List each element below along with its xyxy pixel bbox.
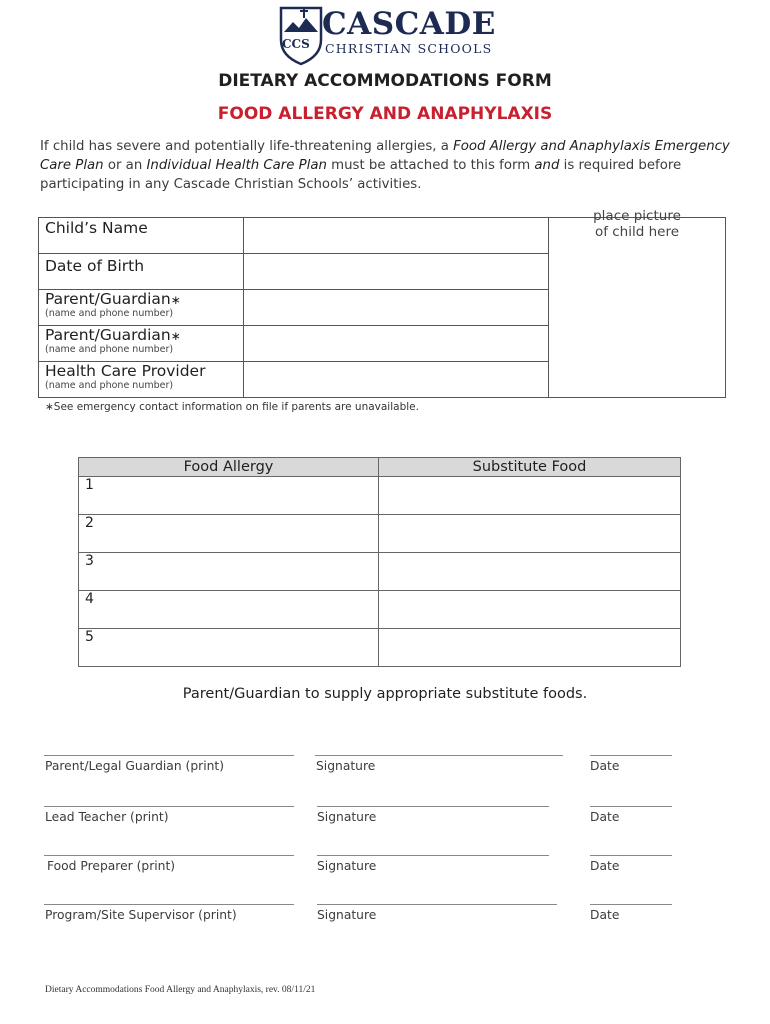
teacher-date-line[interactable] bbox=[590, 806, 672, 807]
preparer-signature-label: Signature bbox=[317, 859, 377, 873]
signature-row-1 bbox=[0, 755, 770, 785]
guardian2-label-cell bbox=[39, 326, 244, 362]
guardian-signature-label: Signature bbox=[316, 759, 376, 773]
provider-field[interactable] bbox=[244, 362, 549, 398]
allergy-field-2[interactable]: 2 bbox=[79, 515, 379, 553]
signature-row-2 bbox=[0, 806, 770, 836]
preparer-name-label: Food Preparer (print) bbox=[47, 859, 176, 873]
teacher-name-label: Lead Teacher (print) bbox=[45, 810, 169, 824]
emergency-contact-note: ∗See emergency contact information on file if parents are unavailable. bbox=[45, 401, 419, 413]
food-allergy-header: Food Allergy bbox=[79, 458, 379, 477]
supervisor-signature-line[interactable] bbox=[317, 904, 557, 905]
dob-label-cell bbox=[39, 254, 244, 290]
supervisor-name-label: Program/Site Supervisor (print) bbox=[45, 908, 237, 922]
guardian-name-line[interactable] bbox=[44, 755, 294, 756]
guardian2-field[interactable] bbox=[244, 326, 549, 362]
preparer-signature-line[interactable] bbox=[317, 855, 549, 856]
guardian-signature-line[interactable] bbox=[315, 755, 563, 756]
childs-name-field[interactable] bbox=[244, 218, 549, 254]
footer-revision: Dietary Accommodations Food Allergy and Anaphylaxis, rev. 08/11/21 bbox=[45, 985, 316, 995]
substitute-field-4[interactable] bbox=[379, 591, 681, 629]
logo-monogram: CCS bbox=[282, 37, 310, 51]
substitute-field-1[interactable] bbox=[379, 477, 681, 515]
logo-subtitle: CHRISTIAN SCHOOLS bbox=[325, 41, 493, 56]
form-subtitle: FOOD ALLERGY AND ANAPHYLAXIS bbox=[217, 104, 553, 124]
supervisor-name-line[interactable] bbox=[44, 904, 294, 905]
signature-row-4 bbox=[0, 904, 770, 934]
substitute-field-3[interactable] bbox=[379, 553, 681, 591]
form-title: DIETARY ACCOMMODATIONS FORM bbox=[218, 71, 552, 91]
photo-box[interactable] bbox=[549, 207, 726, 398]
guardian-date-label: Date bbox=[590, 759, 620, 773]
intro-paragraph: If child has severe and potentially life-threatening allergies, a Food Allergy and Anaphylaxis Emergency Care Plan or an Individual Health Care Plan must be attached to this form and is required before participating in any Cascade Christian Schools’ activities. bbox=[40, 139, 730, 192]
guardian2-sublabel: (name and phone number) bbox=[45, 344, 174, 355]
photo-placeholder-text: place picture of child here bbox=[593, 207, 681, 240]
teacher-name-line[interactable] bbox=[44, 806, 294, 807]
supply-note: Parent/Guardian to supply appropriate substitute foods. bbox=[182, 686, 588, 702]
signature-row-3 bbox=[0, 855, 770, 885]
guardian1-field[interactable] bbox=[244, 290, 549, 326]
allergy-field-4[interactable]: 4 bbox=[79, 591, 379, 629]
dob-label: Date of Birth bbox=[45, 257, 145, 275]
allergy-field-1[interactable]: 1 bbox=[79, 477, 379, 515]
provider-sublabel: (name and phone number) bbox=[45, 380, 174, 391]
allergy-field-5[interactable]: 5 bbox=[79, 629, 379, 667]
childs-name-label-cell bbox=[39, 218, 244, 254]
substitute-field-2[interactable] bbox=[379, 515, 681, 553]
guardian1-label-cell bbox=[39, 290, 244, 326]
logo-shield-icon bbox=[278, 4, 324, 66]
provider-label: Health Care Provider bbox=[45, 362, 206, 380]
dob-field[interactable] bbox=[244, 254, 549, 290]
logo-name: CASCADE bbox=[322, 6, 496, 42]
substitute-food-header: Substitute Food bbox=[379, 458, 681, 477]
food-allergy-table bbox=[78, 457, 681, 667]
substitute-field-5[interactable] bbox=[379, 629, 681, 667]
preparer-name-line[interactable] bbox=[44, 855, 294, 856]
supervisor-date-line[interactable] bbox=[590, 904, 672, 905]
childs-name-label: Child’s Name bbox=[45, 219, 148, 237]
guardian1-sublabel: (name and phone number) bbox=[45, 308, 174, 319]
teacher-signature-label: Signature bbox=[317, 810, 377, 824]
guardian2-label: Parent/Guardian∗ bbox=[45, 326, 181, 344]
guardian-date-line[interactable] bbox=[590, 755, 672, 756]
supervisor-date-label: Date bbox=[590, 908, 620, 922]
preparer-date-line[interactable] bbox=[590, 855, 672, 856]
child-info-table bbox=[38, 207, 726, 398]
provider-label-cell bbox=[39, 362, 244, 398]
teacher-signature-line[interactable] bbox=[317, 806, 549, 807]
preparer-date-label: Date bbox=[590, 859, 620, 873]
allergy-field-3[interactable]: 3 bbox=[79, 553, 379, 591]
guardian-name-label: Parent/Legal Guardian (print) bbox=[45, 759, 225, 773]
supervisor-signature-label: Signature bbox=[317, 908, 377, 922]
guardian1-label: Parent/Guardian∗ bbox=[45, 290, 181, 308]
teacher-date-label: Date bbox=[590, 810, 620, 824]
